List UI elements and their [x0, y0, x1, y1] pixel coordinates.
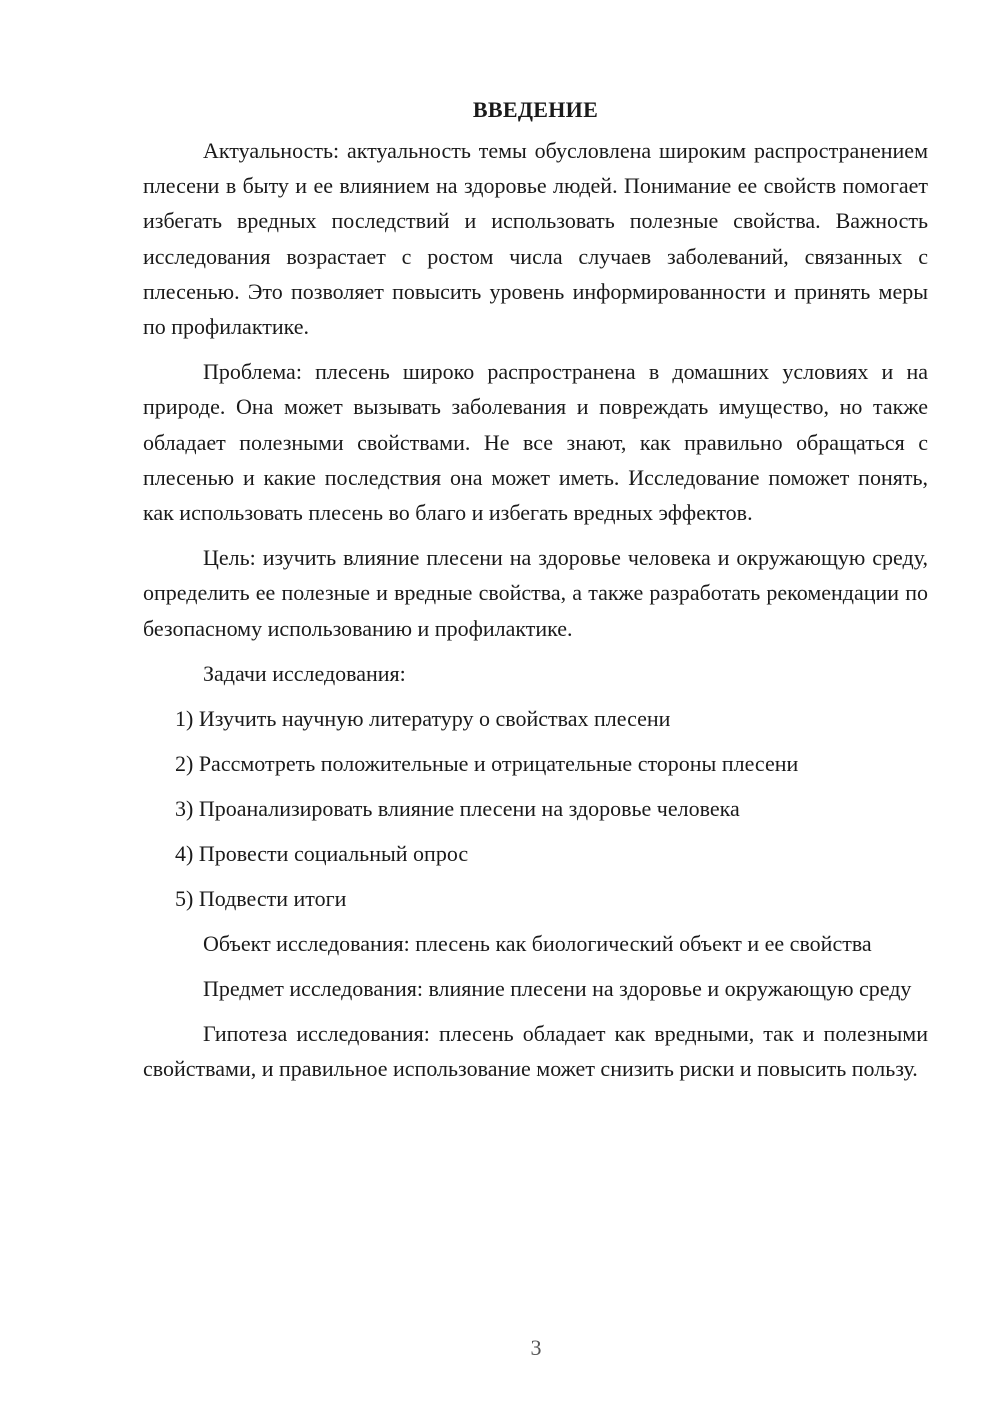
- task-item: 5) Подвести итоги: [175, 885, 347, 911]
- problem-paragraph: Проблема: плесень широко распространена в домашних условиях и на природе. Она может вызывать заболевания и повреждать имущество, но также обладает полезными свойствами. Не все знают, как правильно обращаться с плесенью и какие последствия она может иметь. Исследование поможет понять, как использовать плесень во благо и избегать вредных эффектов.: [143, 359, 928, 526]
- task-item: 2) Рассмотреть положительные и отрицательные стороны плесени: [175, 750, 799, 776]
- tasks-heading: Задачи исследования:: [203, 660, 406, 686]
- object-paragraph: Объект исследования: плесень как биологический объект и ее свойства: [203, 930, 872, 956]
- task-item: 1) Изучить научную литературу о свойствах плесени: [175, 705, 671, 731]
- page-number: 3: [530, 1335, 542, 1360]
- relevance-paragraph: Актуальность: актуальность темы обусловлена широким распространением плесени в быту и ее влиянием на здоровье людей. Понимание ее свойств помогает избегать вредных последствий и использовать полезные свойства. Важность исследования возрастает с ростом числа случаев заболеваний, связанных с плесенью. Это позволяет повысить уровень информированности и принять меры по профилактике.: [143, 138, 928, 340]
- subject-paragraph: Предмет исследования: влияние плесени на здоровье и окружающую среду: [203, 976, 912, 1002]
- task-item: 3) Проанализировать влияние плесени на здоровье человека: [175, 795, 740, 821]
- document-page: [143, 92, 928, 1097]
- task-item: 4) Провести социальный опрос: [175, 840, 469, 866]
- hypothesis-paragraph: Гипотеза исследования: плесень обладает как вредными, так и полезными свойствами, и правильное использование может снизить риски и повысить пользу.: [143, 1021, 928, 1082]
- goal-paragraph: Цель: изучить влияние плесени на здоровье человека и окружающую среду, определить ее полезные и вредные свойства, а также разработать рекомендации по безопасному использованию и профилактике.: [143, 545, 928, 641]
- tasks-list: [143, 701, 928, 916]
- page-title: ВВЕДЕНИЕ: [472, 97, 599, 122]
